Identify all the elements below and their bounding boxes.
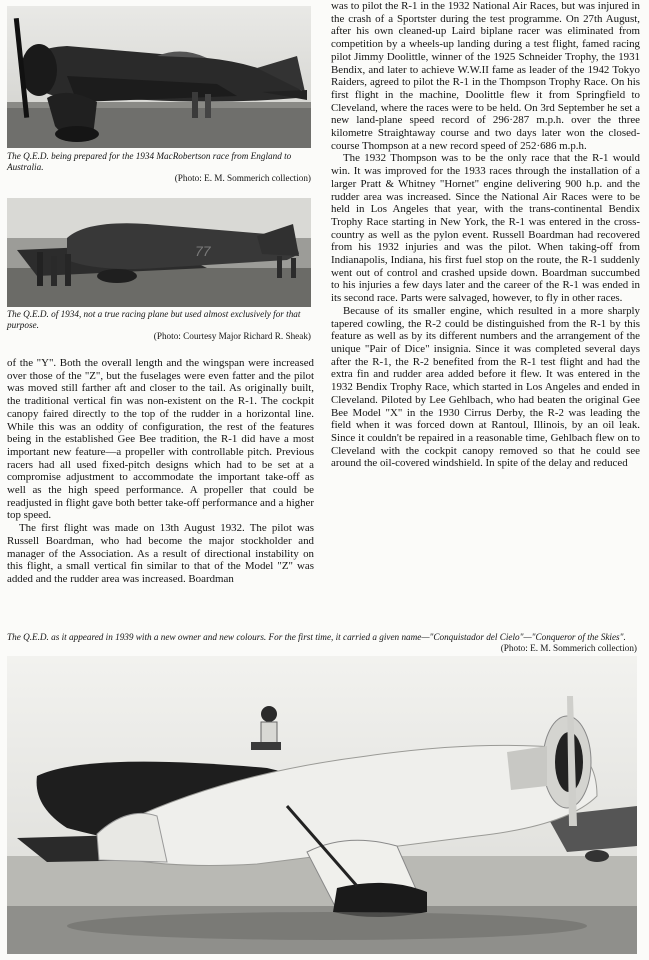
photo3-credit: (Photo: E. M. Sommerich collection) [500,643,637,653]
right-paragraph: Because of its smaller engine, which resulted in a more sharply tapered cowling, the R-2 could be distinguished from the R-1 by this feature as well as by its different numbers and the arrangement of the unique "Pair of Dice" insignia. Since it was completed several days after the R-1, the R-2 benefited from the R-1 test flight and had the extra fin and rudder area added before it flew. It was entered in the 1932 Bendix Trophy Race, which started in Los Angeles and ended in Cleveland. Piloted by Lee Gehlbach, who had beaten the original Gee Bee Model "X" in the 1930 Cirrus Derby, the R-2 was leading the field when it was forced down at Rantoul, Illinois, by an oil leak. Since it couldn't be repaired in a reasonable time, Gehlbach flew on to Cleveland with the cockpit canopy removed so that he could see around the oil-covered windshield. In spite of the delay and reduced [331,304,640,470]
left-column [7,357,314,586]
photo-qed-1939-conquistador [7,656,637,954]
photo3-caption: The Q.E.D. as it appeared in 1939 with a new owner and new colours. For the first time, it carried a given name—"Conquistador del Cielo"—"Conqueror of the Skies". [7,632,626,642]
left-paragraph: The first flight was made on 13th August 1932. The pilot was Russell Boardman, who had become the major stockholder and manager of the Association. As a result of directional instability on this flight, a small vertical fin similar to that of the Model "Z" was added and the rudder area was increased. Boardman [7,522,314,585]
svg-text:77: 77 [195,243,211,259]
right-paragraph: The 1932 Thompson was to be the only race that the R-1 would win. It was improved for the 1933 races through the installation of a larger Pratt & Whitney "Hornet" engine delivering 900 h.p. and the rudder area was increased. Since the National Air Races were to be held in Los Angeles that year, with the trans-continental Bendix Trophy Race starting in New York, the R-1 was entered in the cross-country as well as the pylon event. Russell Boardman had recovered from his 1932 injuries and was the pilot. When taking-off from Indianapolis, Indiana, his first fuel stop on the route, the R-1 suddenly went out of control and crashed upside down. Boardman succumbed to his injuries a few days later and the career of the R-1 was ended in its second race. Parts were salvaged, however, to fly in other races. [331,152,640,305]
photo1-caption: The Q.E.D. being prepared for the 1934 MacRobertson race from England to Australia. [7,151,292,172]
photo3-caption-block [7,632,637,654]
photo-qed-1934-field [7,198,311,307]
right-paragraph: was to pilot the R-1 in the 1932 National Air Races, but was injured in the crash of a Sportster during the test programme. On 27th August, after his own cleaned-up Laird biplane racer was eliminated from competition by a wheels-up landing during a test flight, famed racing pilot Jimmy Doolittle, winner of the 1925 Schneider Trophy, the 1931 Bendix, and later to achieve W.W.II fame as leader of the 1942 Tokyo Raiders, agreed to pilot the R-1 in the Thompson Trophy Race. On his first flight in the machine, Doolittle flew it from Springfield to Cleveland, where the races were to be held. On 3rd September he set a new land-plane speed record of 296·287 m.p.h. over the three kilometre Straightaway course and two days later won the closed-course Thompson at a new record speed of 252·686 m.p.h. [331,0,640,152]
photo2-credit: (Photo: Courtesy Major Richard R. Sheak) [153,331,311,341]
photo1-credit: (Photo: E. M. Sommerich collection) [174,173,311,183]
photo2-caption: The Q.E.D. of 1934, not a true racing plane but used almost exclusively for that purpose. [7,309,301,330]
left-paragraph: of the "Y". Both the overall length and the wingspan were increased over those of the "Z", but the fuselages were even fatter and the pilot was moved still farther aft and closer to the tail. As originally built, the traditional vertical fin was non-existent on the R-1. The cockpit canopy faired directly to the top of the rudder in a horizontal line. While this was an oddity of configuration, the rest of the features being in the established Gee Bee tradition, the R-1 did have a most important new feature—a propeller with controllable pitch. Previous racers had all used fixed-pitch designs which had to be set at a compromise adjustment to accommodate the important take-off as well as the high speed performance. A propeller that could be readjusted in flight gave both better take-off performance and a higher top speed. [7,357,314,522]
photo1-caption-block [7,151,311,184]
photo2-caption-block [7,309,311,342]
right-column [331,0,640,470]
photo-qed-1934-macrobertson [7,6,311,148]
